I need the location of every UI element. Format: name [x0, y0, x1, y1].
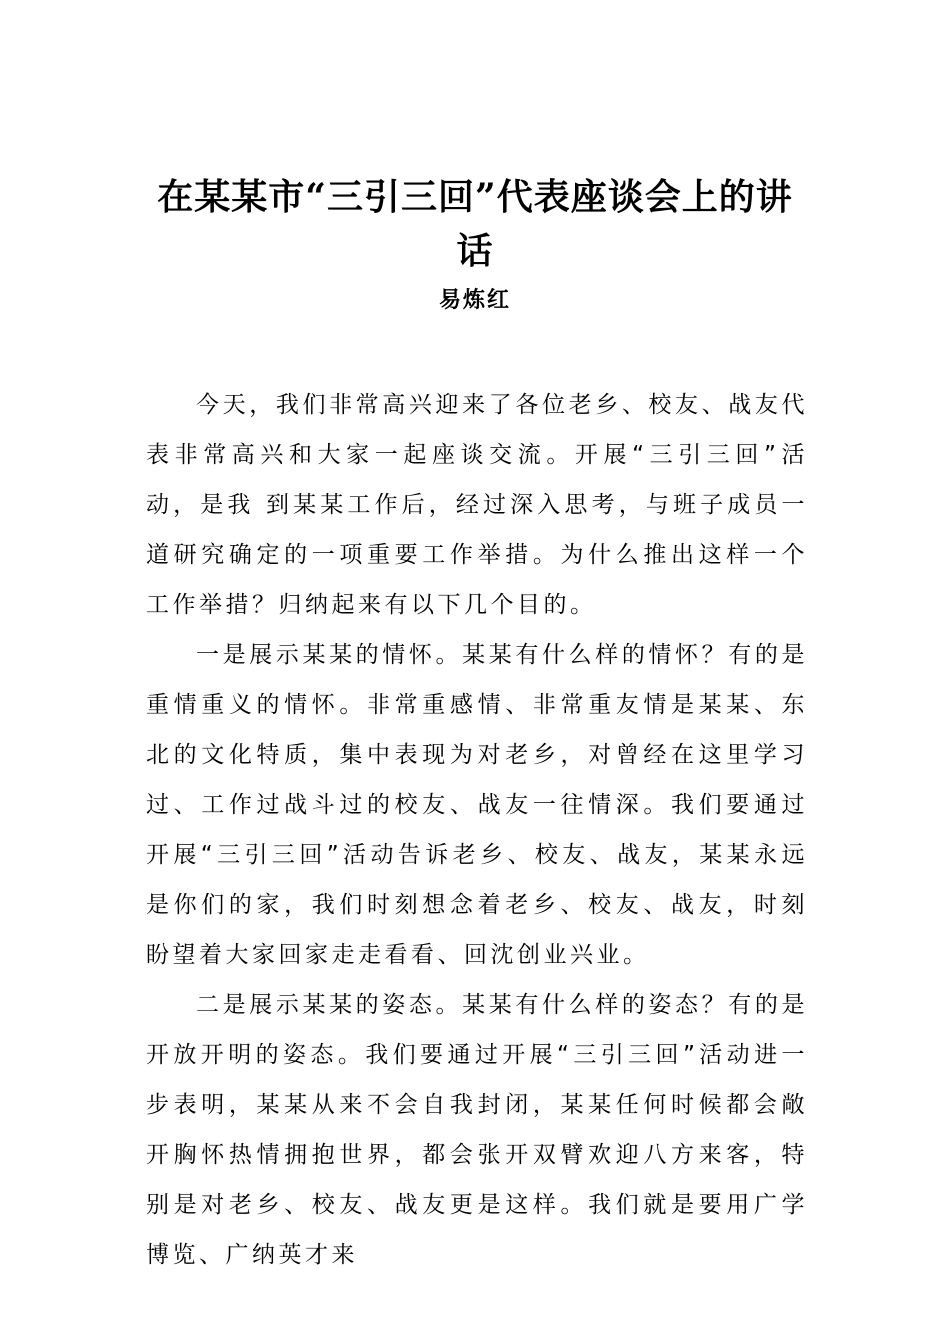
document-title: 在某某市“三引三回”代表座谈会上的讲话 [157, 176, 793, 272]
title-block [140, 170, 810, 278]
paragraph-point-two: 二是展示某某的姿态。某某有什么样的姿态？有的是开放开明的姿态。我们要通过开展“三引三回”活动进一步表明，某某从来不会自我封闭，某某任何时候都会敞开胸怀热情拥抱世界，都会张开双臂欢迎八方来客，特别是对老乡、校友、战友更是这样。我们就是要用广学博览、广纳英才来 [146, 992, 808, 1268]
paragraph-point-one: 一是展示某某的情怀。某某有什么样的情怀？有的是重情重义的情怀。非常重感情、非常重友情是某某、东北的文化特质，集中表现为对老乡，对曾经在这里学习过、工作过战斗过的校友、战友一往情深。我们要通过开展“三引三回”活动告诉老乡、校友、战友，某某永远是你们的家，我们时刻想念着老乡、校友、战友，时刻盼望着大家回家走走看看、回沈创业兴业。 [146, 642, 808, 968]
paragraph-intro: 今天，我们非常高兴迎来了各位老乡、校友、战友代表非常高兴和大家一起座谈交流。开展“三引三回”活动，是我 到某某工作后，经过深入思考，与班子成员一道研究确定的一项重要工作举措。为什么推出这样一个工作举措？归纳起来有以下几个目的。 [146, 392, 808, 618]
document-body [146, 380, 808, 1280]
document-author: 易炼红 [438, 287, 511, 313]
